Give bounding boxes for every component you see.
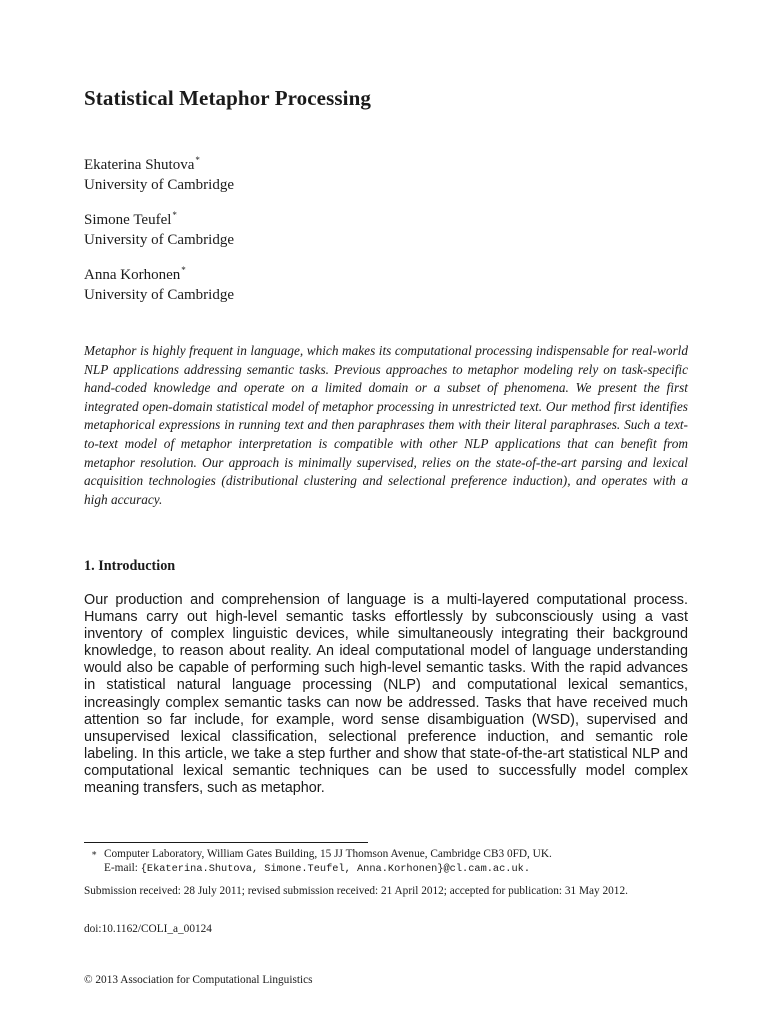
author-block <box>84 260 234 305</box>
footnote-mark: ∗ <box>90 848 98 858</box>
copyright: © 2013 Association for Computational Linguistics <box>84 974 313 986</box>
footnote-mark: * <box>181 265 186 275</box>
section-heading: 1. Introduction <box>84 558 176 574</box>
introduction-paragraph: Our production and comprehension of language is a multi-layered computational process. Humans carry out high-level semantic tasks effortlessly by subconsciously using a vast inventory of complex linguistic devices, while simultaneously integrating their background knowledge, to reason about reality. An ideal computational model of language understanding would also be capable of performing such high-level semantic tasks. With the rapid advances in statistical natural language processing (NLP) and computational lexical semantics, increasingly complex semantic tasks can now be addressed. Tasks that have received much attention so far include, for example, word sense disambiguation (WSD), supervised and unsupervised lexical classification, selectional preference induction, and semantic role labeling. In this article, we take a step further and show that state-of-the-art statistical NLP and computational lexical semantic techniques can be used to successfully model complex meaning transfers, such as metaphor. <box>84 592 688 797</box>
footnote-mark: * <box>172 210 177 220</box>
submission-dates: Submission received: 28 July 2011; revised submission received: 21 April 2012; accepted for publication: 31 May 2012. <box>84 885 628 897</box>
footnote-address: Computer Laboratory, William Gates Building, 15 JJ Thomson Avenue, Cambridge CB3 0FD, UK. <box>104 848 552 860</box>
abstract: Metaphor is highly frequent in language, which makes its computational processing indispensable for real-world NLP applications addressing semantic tasks. Previous approaches to metaphor modeling rely on task-specific hand-coded knowledge and operate on a limited domain or a subset of phenomena. We present the first integrated open-domain statistical model of metaphor processing in unrestricted text. Our method first identifies metaphorical expressions in running text and then paraphrases them with their literal paraphrases. Such a text-to-text model of metaphor interpretation is compatible with other NLP applications that can benefit from metaphor resolution. Our approach is minimally supervised, relies on the state-of-the-art parsing and lexical acquisition technologies (distributional clustering and selectional preference induction), and operates with a high accuracy. <box>84 343 688 507</box>
footnote <box>84 846 688 876</box>
author-affiliation: University of Cambridge <box>84 287 234 303</box>
paper-title: Statistical Metaphor Processing <box>84 86 371 110</box>
author-name: Ekaterina Shutova* <box>84 155 200 173</box>
author-block <box>84 205 234 250</box>
author-name: Simone Teufel* <box>84 210 177 228</box>
author-name: Anna Korhonen* <box>84 265 186 283</box>
footnote-mark: * <box>195 155 200 165</box>
footnote-email[interactable]: {Ekaterina.Shutova, Simone.Teufel, Anna.Korhonen}@cl.cam.ac.uk. <box>140 863 531 875</box>
doi[interactable]: doi:10.1162/COLI_a_00124 <box>84 923 212 935</box>
author-affiliation: University of Cambridge <box>84 177 234 193</box>
footnote-divider <box>84 842 368 843</box>
author-affiliation: University of Cambridge <box>84 232 234 248</box>
footnote-email-label: E-mail: <box>104 862 138 874</box>
author-block <box>84 150 234 195</box>
